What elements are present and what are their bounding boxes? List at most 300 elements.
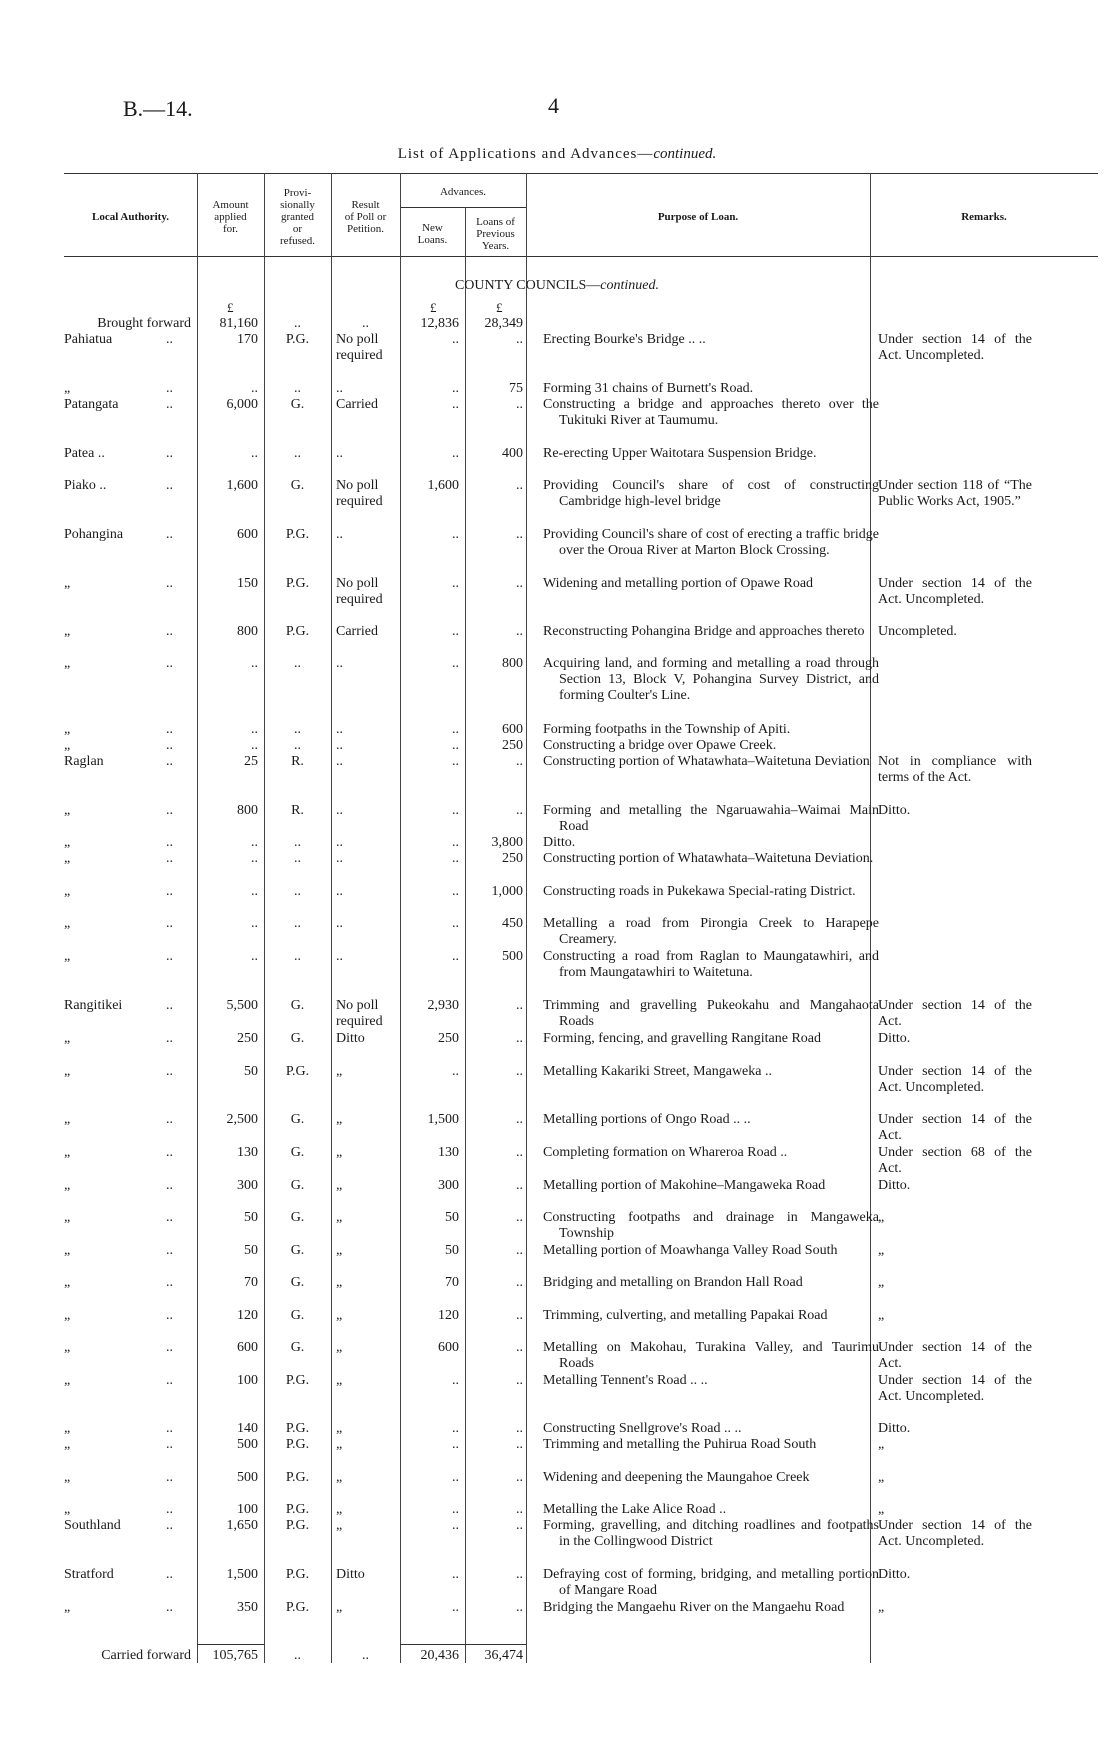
row-authority: „ <box>64 1437 71 1452</box>
row-authority: „ <box>64 1421 71 1436</box>
row-purpose: Metalling on Makohau, Turakina Valley, and Taurimu Roads <box>543 1340 879 1372</box>
row-provisional: G. <box>290 1275 305 1290</box>
row-authority-leader: .. <box>166 332 173 347</box>
row-new-loans: .. <box>452 1502 459 1517</box>
row-remarks: Ditto. <box>878 803 911 818</box>
row-result: .. <box>336 656 343 671</box>
col-provisional-line: Provi- <box>283 187 312 199</box>
row-amount: .. <box>251 738 258 753</box>
row-amount: 800 <box>237 803 258 818</box>
row-prev-loans: .. <box>516 1518 523 1533</box>
row-amount: 5,500 <box>226 998 258 1013</box>
col-provisional-line: sionally <box>280 199 315 211</box>
row-purpose: Ditto. <box>543 835 576 850</box>
row-new-loans: .. <box>452 916 459 931</box>
col-new-loans <box>400 222 465 246</box>
row-purpose: Constructing a road from Raglan to Maungatawhiri, and from Maungatawhiri to Waitetuna. <box>543 949 879 981</box>
row-new-loans: 2,930 <box>427 998 459 1013</box>
row-remarks: Ditto. <box>878 1031 911 1046</box>
row-result: .. <box>336 446 343 461</box>
row-result: „ <box>336 1308 343 1323</box>
row-purpose: Constructing portion of Whatawhata–Waitetuna Deviation <box>543 754 870 769</box>
row-authority-leader: .. <box>166 1308 173 1323</box>
row-prev-loans: 250 <box>502 851 523 866</box>
row-prev-loans: .. <box>516 527 523 542</box>
row-prev-loans: 1,000 <box>491 884 523 899</box>
row-result: „ <box>336 1145 343 1160</box>
row-result: .. <box>336 754 343 769</box>
row-amount: 350 <box>237 1600 258 1615</box>
row-provisional: G. <box>290 1178 305 1193</box>
col-new-loans-line: New <box>422 222 443 234</box>
row-purpose: Metalling Tennent's Road .. .. <box>543 1373 708 1388</box>
row-remarks: Ditto. <box>878 1421 911 1436</box>
row-remarks: Ditto. <box>878 1567 911 1582</box>
row-amount: .. <box>251 381 258 396</box>
row-prev-loans: .. <box>516 1373 523 1388</box>
row-amount: 25 <box>244 754 258 769</box>
row-prev-loans: 450 <box>502 916 523 931</box>
row-purpose: Providing Council's share of cost of erecting a traffic bridge over the Oroua River at Marton Block Crossing. <box>543 527 879 559</box>
col-prev-loans <box>465 216 526 252</box>
row-authority-leader: .. <box>166 624 173 639</box>
row-authority-leader: .. <box>166 1112 173 1127</box>
row-prev-loans: .. <box>516 332 523 347</box>
row-prev-loans: .. <box>516 1421 523 1436</box>
row-new-loans: .. <box>452 576 459 591</box>
row-purpose: Forming footpaths in the Township of Apiti. <box>543 722 791 737</box>
row-prev-loans: .. <box>516 1340 523 1355</box>
row-purpose: Re-erecting Upper Waitotara Suspension Bridge. <box>543 446 817 461</box>
row-new-loans: .. <box>452 527 459 542</box>
row-authority-leader: .. <box>166 478 173 493</box>
row-provisional: P.G. <box>285 1600 310 1615</box>
row-authority-leader: .. <box>166 1470 173 1485</box>
row-new-loans: 130 <box>438 1145 459 1160</box>
row-amount: 6,000 <box>226 397 258 412</box>
row-remarks: Under section 118 of “The Public Works Act, 1905.” <box>878 478 1032 510</box>
row-result: „ <box>336 1340 343 1355</box>
row-authority-leader: .. <box>166 656 173 671</box>
row-authority-leader: .. <box>166 1031 173 1046</box>
carried-forward-amount: 105,765 <box>212 1648 258 1663</box>
col-provisional <box>264 187 331 247</box>
row-authority: „ <box>64 803 71 818</box>
row-authority-leader: .. <box>166 949 173 964</box>
row-remarks: Under section 14 of the Act. Uncompleted. <box>878 1064 1032 1096</box>
row-purpose: Reconstructing Pohangina Bridge and approaches thereto <box>543 624 865 639</box>
row-result: .. <box>336 803 343 818</box>
carried-forward-prev-loans: 36,474 <box>484 1648 523 1663</box>
row-prev-loans: .. <box>516 1600 523 1615</box>
row-result: .. <box>336 884 343 899</box>
row-authority: „ <box>64 1600 71 1615</box>
table-title-continued: continued. <box>653 146 717 162</box>
col-prev-loans-line: Years. <box>481 240 510 252</box>
row-new-loans: 250 <box>438 1031 459 1046</box>
row-purpose: Bridging the Mangaehu River on the Mangaehu Road <box>543 1600 845 1615</box>
row-prev-loans: .. <box>516 397 523 412</box>
row-new-loans: .. <box>452 1470 459 1485</box>
row-amount: .. <box>251 884 258 899</box>
row-remarks: Under section 14 of the Act. Uncompleted. <box>878 1373 1032 1405</box>
row-purpose: Completing formation on Whareroa Road .. <box>543 1145 788 1160</box>
row-remarks: Under section 14 of the Act. Uncompleted. <box>878 1518 1032 1550</box>
row-authority-leader: .. <box>166 1600 173 1615</box>
row-amount: 50 <box>244 1210 258 1225</box>
row-authority: „ <box>64 1340 71 1355</box>
row-purpose: Metalling Kakariki Street, Mangaweka .. <box>543 1064 772 1079</box>
row-result: „ <box>336 1112 343 1127</box>
row-authority-leader: .. <box>166 1421 173 1436</box>
row-new-loans: .. <box>452 1373 459 1388</box>
row-prev-loans: .. <box>516 478 523 493</box>
row-amount: .. <box>251 851 258 866</box>
row-prev-loans: 250 <box>502 738 523 753</box>
col-prev-loans-line: Loans of <box>476 216 515 228</box>
col-result <box>331 199 400 235</box>
row-new-loans: .. <box>452 1600 459 1615</box>
row-remarks: „ <box>878 1470 885 1485</box>
row-amount: 2,500 <box>226 1112 258 1127</box>
row-purpose: Metalling portion of Makohine–Mangaweka Road <box>543 1178 826 1193</box>
row-provisional: P.G. <box>285 1518 310 1533</box>
row-amount: 130 <box>237 1145 258 1160</box>
row-remarks: „ <box>878 1502 885 1517</box>
row-result: No poll required <box>336 478 383 510</box>
row-new-loans: .. <box>452 381 459 396</box>
row-authority: „ <box>64 1275 71 1290</box>
row-amount: 70 <box>244 1275 258 1290</box>
row-provisional: R. <box>291 754 304 769</box>
row-remarks: „ <box>878 1308 885 1323</box>
row-result: No poll required <box>336 998 383 1030</box>
row-prev-loans: .. <box>516 576 523 591</box>
row-new-loans: .. <box>452 722 459 737</box>
row-prev-loans: .. <box>516 1243 523 1258</box>
row-provisional: P.G. <box>285 1567 310 1582</box>
row-authority-leader: .. <box>166 998 173 1013</box>
row-new-loans: 600 <box>438 1340 459 1355</box>
row-provisional: P.G. <box>285 1064 310 1079</box>
row-result: „ <box>336 1518 343 1533</box>
carried-forward-label: Carried forward <box>101 1648 191 1663</box>
row-result: .. <box>336 722 343 737</box>
col-prev-loans-line: Previous <box>476 228 515 240</box>
row-new-loans: 300 <box>438 1178 459 1193</box>
row-amount: 50 <box>244 1243 258 1258</box>
row-purpose: Constructing footpaths and drainage in Mangaweka Township <box>543 1210 879 1242</box>
page-number: 4 <box>548 93 559 118</box>
row-provisional: .. <box>294 851 301 866</box>
row-result: „ <box>336 1421 343 1436</box>
header-bottom-rule <box>64 256 1098 257</box>
row-amount: .. <box>251 835 258 850</box>
row-authority-leader: .. <box>166 1437 173 1452</box>
row-prev-loans: 800 <box>502 656 523 671</box>
col-result-line: of Poll or <box>344 211 387 223</box>
total-rule-amount <box>197 1644 264 1645</box>
row-provisional: G. <box>290 1308 305 1323</box>
row-amount: .. <box>251 446 258 461</box>
row-new-loans: 120 <box>438 1308 459 1323</box>
row-result: Ditto <box>336 1567 365 1582</box>
row-result: „ <box>336 1178 343 1193</box>
row-authority-leader: .. <box>166 1145 173 1160</box>
section-title: COUNTY COUNCILS— <box>454 278 601 293</box>
row-prev-loans: .. <box>516 1502 523 1517</box>
row-authority: „ <box>64 381 71 396</box>
row-amount: 100 <box>237 1502 258 1517</box>
row-provisional: G. <box>290 397 305 412</box>
row-amount: 50 <box>244 1064 258 1079</box>
row-purpose: Forming, fencing, and gravelling Rangitane Road <box>543 1031 821 1046</box>
row-result: „ <box>336 1373 343 1388</box>
row-amount: 600 <box>237 527 258 542</box>
col-result-line: Result <box>351 199 380 211</box>
col-advances: Advances. <box>439 186 487 198</box>
row-authority: Raglan <box>64 754 104 769</box>
row-prev-loans: 500 <box>502 949 523 964</box>
col-amount-line: Amount <box>212 199 249 211</box>
row-provisional: P.G. <box>285 576 310 591</box>
row-authority: „ <box>64 1064 71 1079</box>
row-amount: .. <box>251 916 258 931</box>
row-authority-leader: .. <box>166 397 173 412</box>
row-new-loans: 50 <box>445 1243 459 1258</box>
row-result: .. <box>336 949 343 964</box>
row-provisional: G. <box>290 1145 305 1160</box>
row-remarks: Ditto. <box>878 1178 911 1193</box>
row-authority-leader: .. <box>166 1064 173 1079</box>
row-provisional: .. <box>294 949 301 964</box>
row-authority-leader: .. <box>166 576 173 591</box>
row-prev-loans: .. <box>516 1275 523 1290</box>
row-result: .. <box>336 527 343 542</box>
pound-symbol-amount: £ <box>227 300 234 315</box>
brought-forward-amount: 81,160 <box>219 316 258 331</box>
row-authority-leader: .. <box>166 446 173 461</box>
row-result: „ <box>336 1275 343 1290</box>
row-purpose: Metalling portion of Moawhanga Valley Road South <box>543 1243 838 1258</box>
col-provisional-line: granted <box>281 211 314 223</box>
document-reference: B.—14. <box>123 96 193 121</box>
row-result: .. <box>336 851 343 866</box>
row-purpose: Constructing a bridge over Opawe Creek. <box>543 738 777 753</box>
row-authority: „ <box>64 738 71 753</box>
row-authority: „ <box>64 1145 71 1160</box>
row-provisional: P.G. <box>285 527 310 542</box>
row-purpose: Widening and metalling portion of Opawe Road <box>543 576 814 591</box>
row-authority-leader: .. <box>166 851 173 866</box>
column-rule-provisional <box>331 173 332 1663</box>
row-new-loans: .. <box>452 1567 459 1582</box>
pound-symbol-new: £ <box>430 300 437 315</box>
row-purpose: Constructing portion of Whatawhata–Waitetuna Deviation. <box>543 851 874 866</box>
row-provisional: P.G. <box>285 1373 310 1388</box>
row-remarks: Under section 14 of the Act. Uncompleted. <box>878 332 1032 364</box>
advances-subheader-rule <box>400 207 526 208</box>
col-remarks: Remarks. <box>961 211 1007 223</box>
row-provisional: G. <box>290 478 305 493</box>
col-new-loans-line: Loans. <box>417 234 448 246</box>
row-authority-leader: .. <box>166 1210 173 1225</box>
row-authority: „ <box>64 1210 71 1225</box>
row-authority: „ <box>64 1308 71 1323</box>
row-purpose: Constructing Snellgrove's Road .. .. <box>543 1421 742 1436</box>
row-result: .. <box>336 381 343 396</box>
carried-forward-result: .. <box>362 1648 369 1663</box>
col-provisional-line: refused. <box>279 235 316 247</box>
col-local-authority: Local Authority. <box>91 211 169 223</box>
row-prev-loans: 75 <box>509 381 523 396</box>
row-provisional: G. <box>290 1243 305 1258</box>
header-top-rule <box>64 173 1098 174</box>
col-amount <box>197 199 264 235</box>
row-provisional: .. <box>294 656 301 671</box>
row-purpose: Widening and deepening the Maungahoe Creek <box>543 1470 810 1485</box>
row-purpose: Metalling portions of Ongo Road .. .. <box>543 1112 751 1127</box>
row-authority-leader: .. <box>166 1518 173 1533</box>
row-new-loans: .. <box>452 754 459 769</box>
row-purpose: Metalling a road from Pirongia Creek to Harapepe Creamery. <box>543 916 879 948</box>
row-authority: Pahiatua <box>64 332 113 347</box>
row-prev-loans: .. <box>516 1031 523 1046</box>
row-authority: Patea .. <box>64 446 105 461</box>
row-amount: 600 <box>237 1340 258 1355</box>
row-new-loans: 1,500 <box>427 1112 459 1127</box>
row-authority: Piako .. <box>64 478 107 493</box>
row-new-loans: .. <box>452 803 459 818</box>
row-purpose: Metalling the Lake Alice Road .. <box>543 1502 727 1517</box>
carried-forward-new-loans: 20,436 <box>420 1648 459 1663</box>
brought-forward-result: .. <box>362 316 369 331</box>
row-authority: Patangata <box>64 397 119 412</box>
row-amount: .. <box>251 656 258 671</box>
row-purpose: Bridging and metalling on Brandon Hall Road <box>543 1275 803 1290</box>
row-authority: „ <box>64 1373 71 1388</box>
row-provisional: P.G. <box>285 1437 310 1452</box>
row-provisional: G. <box>290 1210 305 1225</box>
row-authority: „ <box>64 949 71 964</box>
row-authority-leader: .. <box>166 1567 173 1582</box>
brought-forward-prev-loans: 28,349 <box>484 316 523 331</box>
row-result: .. <box>336 916 343 931</box>
row-remarks: „ <box>878 1243 885 1258</box>
carried-forward-provisional: .. <box>294 1648 301 1663</box>
row-purpose: Forming, gravelling, and ditching roadlines and footpaths in the Collingwood District <box>543 1518 879 1550</box>
row-amount: .. <box>251 949 258 964</box>
row-amount: 300 <box>237 1178 258 1193</box>
row-provisional: .. <box>294 722 301 737</box>
row-authority-leader: .. <box>166 1243 173 1258</box>
row-authority-leader: .. <box>166 803 173 818</box>
col-amount-line: for. <box>223 223 238 235</box>
row-new-loans: 1,600 <box>427 478 459 493</box>
row-authority: „ <box>64 835 71 850</box>
row-prev-loans: .. <box>516 1437 523 1452</box>
brought-forward-new-loans: 12,836 <box>420 316 459 331</box>
col-amount-line: applied <box>214 211 247 223</box>
row-result: No poll required <box>336 332 383 364</box>
row-provisional: P.G. <box>285 1421 310 1436</box>
row-amount: 120 <box>237 1308 258 1323</box>
row-prev-loans: .. <box>516 803 523 818</box>
row-authority-leader: .. <box>166 916 173 931</box>
row-provisional: G. <box>290 1340 305 1355</box>
row-provisional: G. <box>290 998 305 1013</box>
row-authority-leader: .. <box>166 835 173 850</box>
row-provisional: G. <box>290 1031 305 1046</box>
row-authority: „ <box>64 624 71 639</box>
row-authority: „ <box>64 1470 71 1485</box>
row-authority: Southland <box>64 1518 121 1533</box>
row-result: No poll required <box>336 576 383 608</box>
row-purpose: Erecting Bourke's Bridge .. .. <box>543 332 706 347</box>
row-authority-leader: .. <box>166 1275 173 1290</box>
row-new-loans: 50 <box>445 1210 459 1225</box>
row-authority: „ <box>64 884 71 899</box>
row-amount: 800 <box>237 624 258 639</box>
row-prev-loans: .. <box>516 1064 523 1079</box>
row-remarks: Under section 68 of the Act. <box>878 1145 1032 1177</box>
row-authority: „ <box>64 1031 71 1046</box>
row-authority: „ <box>64 916 71 931</box>
row-provisional: .. <box>294 381 301 396</box>
row-authority: „ <box>64 1112 71 1127</box>
row-prev-loans: .. <box>516 998 523 1013</box>
row-result: Carried <box>336 624 378 639</box>
row-new-loans: .. <box>452 738 459 753</box>
row-provisional: .. <box>294 738 301 753</box>
row-prev-loans: .. <box>516 1308 523 1323</box>
row-amount: 170 <box>237 332 258 347</box>
row-authority: „ <box>64 722 71 737</box>
row-purpose: Forming and metalling the Ngaruawahia–Waimai Main Road <box>543 803 879 835</box>
row-new-loans: .. <box>452 949 459 964</box>
row-result: Carried <box>336 397 378 412</box>
row-purpose: Forming 31 chains of Burnett's Road. <box>543 381 754 396</box>
row-authority-leader: .. <box>166 754 173 769</box>
row-new-loans: .. <box>452 656 459 671</box>
row-amount: 150 <box>237 576 258 591</box>
section-title-continued: continued. <box>600 278 660 293</box>
row-amount: 500 <box>237 1437 258 1452</box>
row-provisional: P.G. <box>285 332 310 347</box>
row-amount: 100 <box>237 1373 258 1388</box>
row-result: „ <box>336 1600 343 1615</box>
row-amount: 1,650 <box>226 1518 258 1533</box>
row-result: „ <box>336 1243 343 1258</box>
table-title-main: List of Applications and Advances— <box>397 146 654 162</box>
row-authority-leader: .. <box>166 1340 173 1355</box>
row-authority: Stratford <box>64 1567 114 1582</box>
row-prev-loans: .. <box>516 1567 523 1582</box>
row-remarks: Uncompleted. <box>878 624 957 639</box>
row-remarks: „ <box>878 1210 885 1225</box>
brought-forward-label: Brought forward <box>97 316 191 331</box>
row-result: „ <box>336 1210 343 1225</box>
row-purpose: Constructing roads in Pukekawa Special-rating District. <box>543 884 856 899</box>
row-prev-loans: .. <box>516 754 523 769</box>
row-purpose: Trimming, culverting, and metalling Papakai Road <box>543 1308 828 1323</box>
row-authority: Rangitikei <box>64 998 123 1013</box>
pound-symbol-prev: £ <box>496 300 503 315</box>
row-authority: „ <box>64 576 71 591</box>
row-remarks: Under section 14 of the Act. <box>878 998 1032 1030</box>
row-result: .. <box>336 835 343 850</box>
row-new-loans: .. <box>452 1518 459 1533</box>
